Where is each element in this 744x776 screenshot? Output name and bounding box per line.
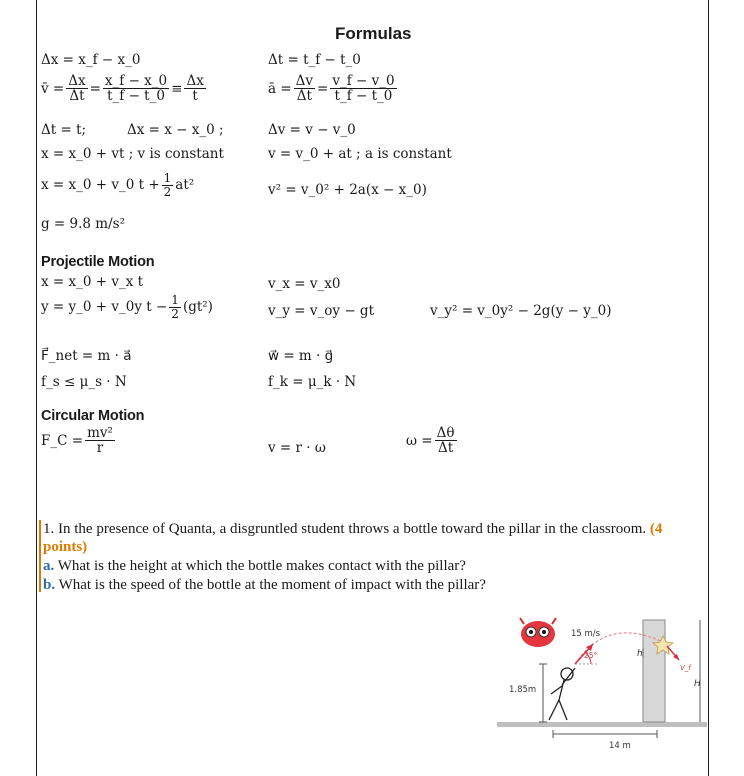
one-half-fraction [162,172,174,198]
document-page [36,0,709,776]
fraction-denominator: t_f − t_0 [107,88,165,105]
floor [497,722,707,727]
formula-weight: w⃗ = m · g⃗ [268,348,334,364]
part-b-label: b. [43,577,56,593]
part-a-text: What is the height at which the bottle makes contact with the pillar? [57,558,466,574]
fraction-numerator: Δv [295,73,314,89]
page-title: Formulas [335,24,412,43]
thrower-height-label: 1.85m [509,685,537,695]
question-part-a [43,557,466,575]
formula-net-force: F⃗_net = m · a⃗ [41,348,132,364]
question-part-b [43,576,486,594]
formula-delta-x-x: Δx = x − x_0 ; [127,122,224,138]
avg-velocity-fraction-2 [103,74,169,103]
quanta-character [520,618,556,647]
formula-position-accel [41,172,194,198]
formula-projectile-vy: v_y = v_oy − gt [268,303,374,319]
fraction-denominator: r [96,440,104,457]
avg-velocity-fraction-1 [66,74,87,103]
formula-angular-velocity [406,426,459,455]
formula-static-friction: f_s ≤ μ_s · N [41,374,127,390]
fraction-numerator: mv² [87,425,113,441]
formula-kinetic-friction: f_k = μ_k · N [268,374,357,390]
formula-projectile-y [41,294,213,320]
formula-projectile-x: x = x_0 + v_x t [41,274,144,290]
projectile-y-rhs: (gt²) [182,299,213,316]
formula-delta-v: Δv = v − v_0 [268,122,356,138]
formula-delta-t: Δt = t_f − t_0 [268,52,361,68]
question-1 [43,520,703,556]
fraction-denominator: t [192,88,198,105]
avg-accel-fraction-2 [330,74,396,103]
angular-velocity-fraction [435,426,457,455]
avg-velocity-lhs: v̄ = [41,80,65,97]
h-label: h [637,649,643,659]
fraction-numerator: x_f − x_0 [104,73,168,89]
avg-velocity-fraction-3 [184,74,205,103]
final-velocity-label: V_f [680,664,691,672]
fraction-denominator: Δt [437,440,454,457]
fraction-numerator: Δx [68,73,86,89]
formula-delta-x: Δx = x_f − x_0 [41,52,141,68]
projectile-y-lhs: y = y_0 + v_0y t − [41,299,168,316]
fraction-denominator: 2 [163,184,172,199]
fraction-numerator: 1 [163,171,172,185]
position-accel-lhs: x = x_0 + v_0 t + [41,177,160,194]
formula-delta-t-equals-t: Δt = t; [41,122,87,138]
projectile-heading: Projectile Motion [41,254,155,270]
formula-centripetal-force [41,426,117,455]
angle-label: 25° [584,651,598,660]
part-b-text: What is the speed of the bottle at the moment of impact with the pillar? [58,577,486,593]
formula-gravity: g = 9.8 m/s² [41,216,125,232]
pillar-height-label: H [694,679,701,689]
fraction-denominator: t_f − t_0 [334,88,393,105]
position-accel-rhs: at² [175,177,195,194]
speed-label: 15 m/s [571,629,601,639]
formula-projectile-vx: v_x = v_x0 [268,276,341,292]
fraction-numerator: v_f − v_0 [332,73,395,89]
part-a-label: a. [43,558,55,574]
formula-velocity-squared: v² = v_0² + 2a(x − x_0) [268,182,427,198]
avg-accel-fraction-1 [294,74,315,103]
formula-constant-velocity: x = x_0 + vt ; v is constant [41,146,224,162]
angular-velocity-lhs: ω = [406,432,433,449]
formula-projectile-vy-squared: v_y² = v_0y² − 2g(y − y_0) [430,303,612,319]
student-stick-figure [549,668,575,720]
centripetal-lhs: F_C = [41,432,84,449]
fraction-numerator: 1 [171,293,179,307]
distance-label: 14 m [609,741,631,751]
fraction-denominator: 2 [171,306,179,321]
formula-constant-acceleration: v = v_0 + at ; a is constant [268,146,452,162]
one-half-fraction [169,294,181,320]
question-accent-bar [39,520,41,592]
formula-tangential-velocity: v = r · ω [268,440,326,456]
formula-average-velocity: v̄ = $\frac{\Delta x}{\Delta t}$ = $\frac{x\_f - x\_0}{t\_f - t\_0}$ ≡ $\frac{\Delta x}{t}$ [41,73,204,105]
fraction-denominator: Δt [296,88,312,105]
circular-heading: Circular Motion [41,408,145,424]
fraction-denominator: Δt [69,88,85,105]
fraction-numerator: Δθ [436,425,455,441]
question-text: 1. In the presence of Quanta, a disgruntled student throws a bottle toward the pillar in the classroom. [43,521,647,537]
fraction-numerator: Δx [186,73,204,89]
question-points: (4 points) [43,521,663,555]
formula-average-acceleration: ā = $\frac{\Delta v}{\Delta t}$ = $\frac{v\_f - v\_0}{t\_f - t\_0}$ [268,73,395,105]
projectile-figure [467,612,707,757]
centripetal-fraction [85,426,115,455]
avg-accel-lhs: ā = [268,80,292,97]
